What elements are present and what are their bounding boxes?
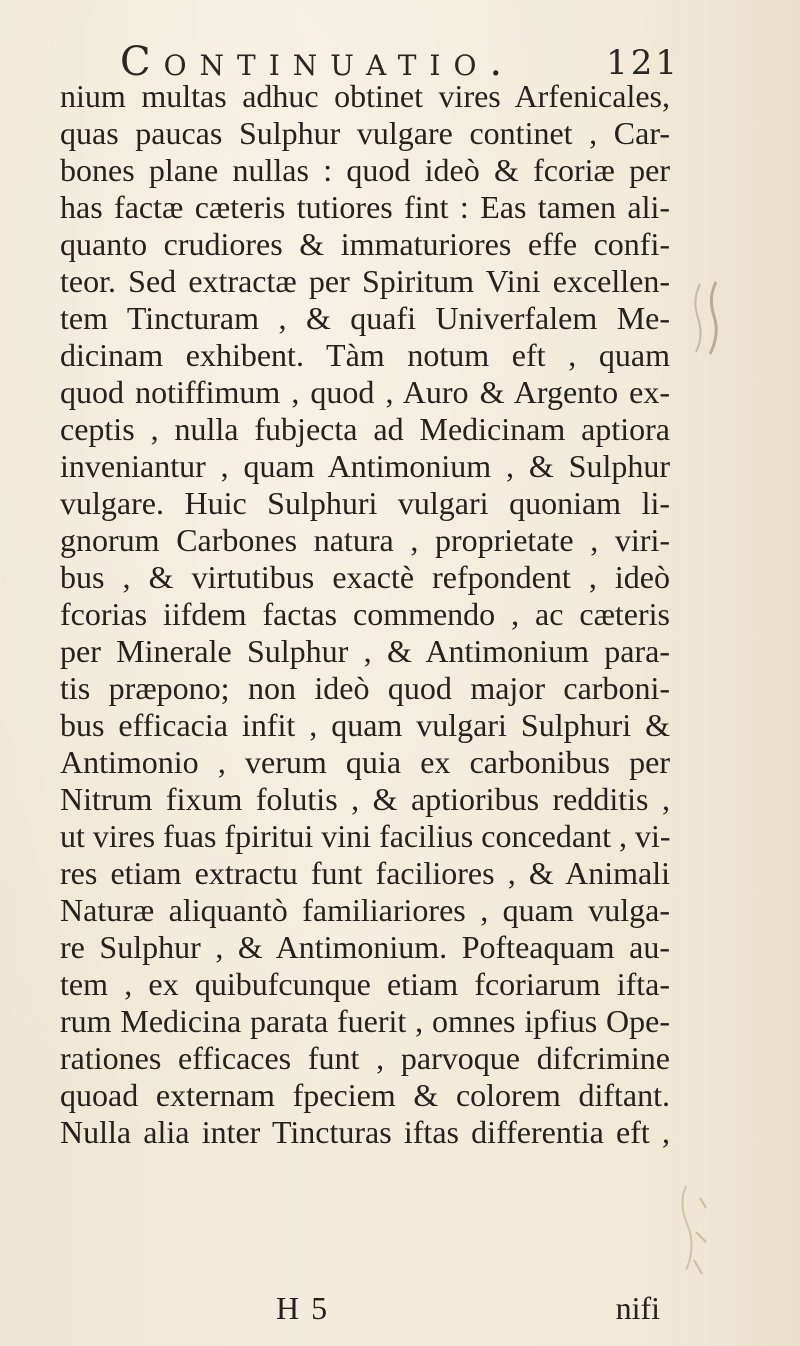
- text-line: quanto crudiores & immaturiores effe confi-: [60, 226, 670, 262]
- text-line: res etiam extractu funt faciliores , & Animali: [60, 855, 670, 891]
- text-line: bus efficacia infit , quam vulgari Sulphuri &: [60, 707, 670, 743]
- text-line: quas paucas Sulphur vulgare continet , Car-: [60, 115, 670, 151]
- text-line: tem , ex quibufcunque etiam fcoriarum ifta-: [60, 966, 670, 1002]
- text-line: fcorias iifdem factas commendo , ac cæteris: [60, 596, 670, 632]
- margin-stain-mark: [676, 1178, 716, 1298]
- text-line: teor. Sed extractæ per Spiritum Vini excellen-: [60, 263, 670, 299]
- text-line: gnorum Carbones natura , proprietate , viri-: [60, 522, 670, 558]
- signature-mark: H 5: [276, 1290, 330, 1326]
- text-line: rationes efficaces funt , parvoque difcrimine: [60, 1040, 670, 1076]
- text-line: vulgare. Huic Sulphuri vulgari quoniam li-: [60, 485, 670, 521]
- text-line: tem Tincturam , & quafi Univerfalem Me-: [60, 300, 670, 336]
- page-number: 121: [606, 43, 680, 83]
- catchword: nifi: [615, 1290, 660, 1326]
- text-line: Antimonio , verum quia ex carbonibus per: [60, 744, 670, 780]
- text-line: nium multas adhuc obtinet vires Arfenicales,: [60, 78, 670, 114]
- text-line: bones plane nullas : quod ideò & fcoriæ per: [60, 152, 670, 188]
- text-line: tis præpono; non ideò quod major carboni-: [60, 670, 670, 706]
- body-text: [60, 78, 670, 1151]
- text-line: inveniantur , quam Antimonium , & Sulphur: [60, 448, 670, 484]
- text-line: bus , & virtutibus exactè refpondent , ideò: [60, 559, 670, 595]
- text-line: quoad externam fpeciem & colorem diftant.: [60, 1077, 670, 1113]
- margin-stain-mark: [688, 278, 728, 358]
- text-line: ut vires fuas fpiritui vini facilius concedant , vi-: [60, 818, 671, 854]
- text-line: has factæ cæteris tutiores fint : Eas tamen ali-: [60, 189, 670, 225]
- text-line: Nitrum fixum folutis , & aptioribus redditis ,: [60, 781, 670, 817]
- text-line: ceptis , nulla fubjecta ad Medicinam aptiora: [60, 411, 670, 447]
- text-line: re Sulphur , & Antimonium. Pofteaquam au-: [60, 929, 670, 965]
- text-line: dicinam exhibent. Tàm notum eft , quam: [60, 337, 670, 373]
- text-line: quod notiffimum , quod , Auro & Argento ex-: [60, 374, 670, 410]
- text-line: Naturæ aliquantò familiariores , quam vulga-: [60, 892, 670, 928]
- text-line: per Minerale Sulphur , & Antimonium para-: [60, 633, 670, 669]
- page-footer: [60, 1290, 670, 1330]
- text-line: rum Medicina parata fuerit , omnes ipfius Ope-: [60, 1003, 670, 1039]
- running-title: Continuatio.: [120, 39, 516, 85]
- text-line: Nulla alia inter Tincturas iftas differentia eft ,: [60, 1114, 670, 1150]
